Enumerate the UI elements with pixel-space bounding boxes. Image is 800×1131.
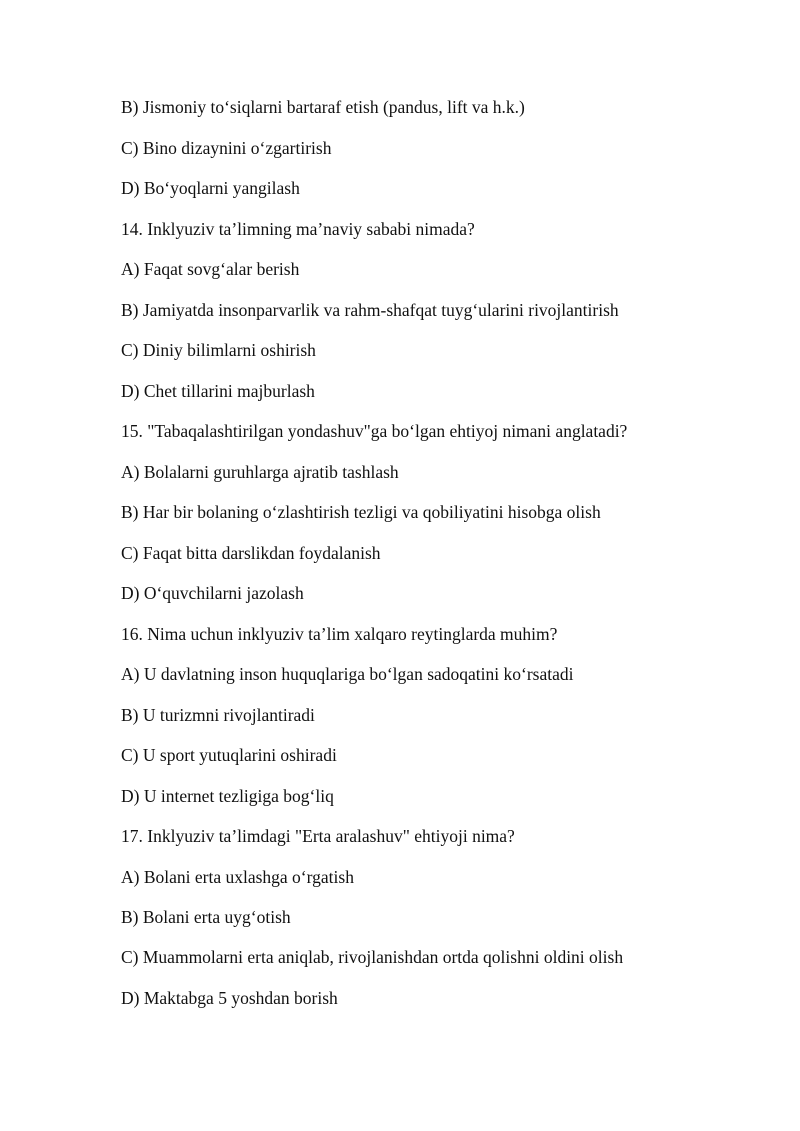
q16-option-c: C) U sport yutuqlarini oshiradi (121, 745, 337, 765)
q14-option-c: C) Diniy bilimlarni oshirish (121, 340, 316, 360)
q15-option-d: D) O‘quvchilarni jazolash (121, 583, 304, 603)
q16-option-d: D) U internet tezligiga bog‘liq (121, 786, 334, 806)
q14-option-b: B) Jamiyatda insonparvarlik va rahm-shafqat tuyg‘ularini rivojlantirish (121, 300, 619, 320)
q13-option-b: B) Jismoniy to‘siqlarni bartaraf etish (pandus, lift va h.k.) (121, 97, 525, 117)
q14-option-a: A) Faqat sovg‘alar berish (121, 259, 300, 279)
q16-option-a: A) U davlatning inson huquqlariga bo‘lgan sadoqatini ko‘rsatadi (121, 664, 574, 684)
question-17: 17. Inklyuziv ta’limdagi "Erta aralashuv" ehtiyoji nima? (121, 826, 515, 846)
q17-option-c: C) Muammolarni erta aniqlab, rivojlanishdan ortda qolishni oldini olish (121, 947, 624, 967)
q15-option-a: A) Bolalarni guruhlarga ajratib tashlash (121, 462, 399, 482)
question-16: 16. Nima uchun inklyuziv ta’lim xalqaro reytinglarda muhim? (121, 624, 558, 644)
q17-option-d: D) Maktabga 5 yoshdan borish (121, 988, 338, 1008)
q16-option-b: B) U turizmni rivojlantiradi (121, 705, 315, 725)
q17-option-a: A) Bolani erta uxlashga o‘rgatish (121, 867, 354, 887)
q14-option-d: D) Chet tillarini majburlash (121, 381, 315, 401)
question-14: 14. Inklyuziv ta’limning ma’naviy sababi nimada? (121, 219, 475, 239)
question-15: 15. "Tabaqalashtirilgan yondashuv"ga bo‘lgan ehtiyoj nimani anglatadi? (121, 421, 628, 441)
q17-option-b: B) Bolani erta uyg‘otish (121, 907, 291, 927)
q13-option-d: D) Bo‘yoqlarni yangilash (121, 178, 300, 198)
q15-option-c: C) Faqat bitta darslikdan foydalanish (121, 543, 381, 563)
q15-option-b: B) Har bir bolaning o‘zlashtirish tezligi va qobiliyatini hisobga olish (121, 502, 601, 522)
q13-option-c: C) Bino dizaynini o‘zgartirish (121, 138, 332, 158)
